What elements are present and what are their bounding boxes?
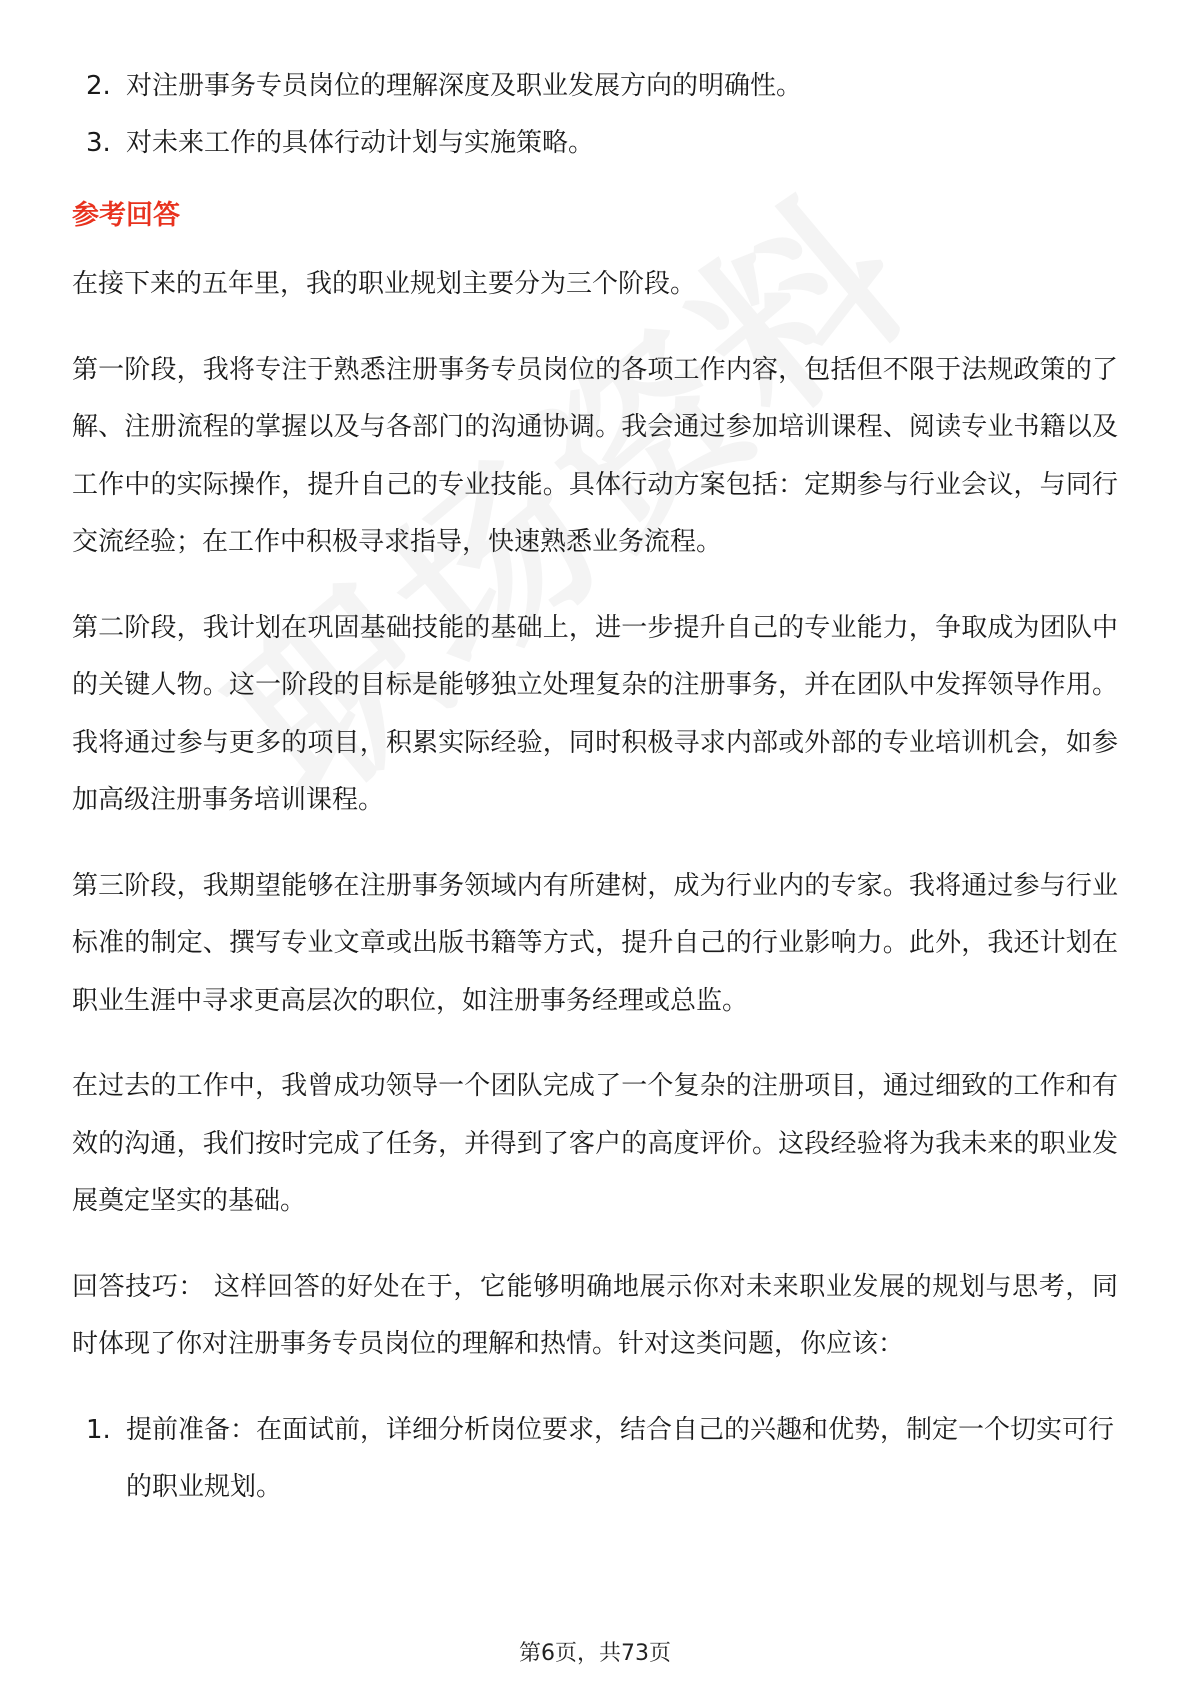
list-item bbox=[72, 58, 1118, 115]
page-content bbox=[72, 58, 1118, 1516]
page-footer: 第6页，共73页 bbox=[519, 1641, 671, 1666]
list-item-text: 对未来工作的具体行动计划与实施策略。 bbox=[126, 128, 595, 158]
paragraph: 第二阶段，我计划在巩固基础技能的基础上，进一步提升自己的专业能力，争取成为团队中的关键人物。这一阶段的目标是能够独立处理复杂的注册事务，并在团队中发挥领导作用。我将通过参与更多的项目，积累实际经验，同时积极寻求内部或外部的专业培训机会，如参加高级注册事务培训课程。 bbox=[72, 612, 1118, 815]
list-number: 1. bbox=[86, 1414, 111, 1445]
list-item bbox=[72, 115, 1118, 172]
answer-heading: 参考回答 bbox=[72, 200, 180, 231]
paragraph: 在接下来的五年里，我的职业规划主要分为三个阶段。 bbox=[72, 269, 697, 299]
criteria-list bbox=[72, 58, 1118, 172]
list-item-text: 对注册事务专员岗位的理解深度及职业发展方向的明确性。 bbox=[126, 71, 803, 101]
paragraph: 第三阶段，我期望能够在注册事务领域内有所建树，成为行业内的专家。我将通过参与行业标准的制定、撰写专业文章或出版书籍等方式，提升自己的行业影响力。此外，我还计划在职业生涯中寻求更高层次的职位，如注册事务经理或总监。 bbox=[72, 870, 1118, 1016]
list-item bbox=[72, 1402, 1118, 1516]
list-item-text: 提前准备：在面试前，详细分析岗位要求，结合自己的兴趣和优势，制定一个切实可行的职业规划。 bbox=[126, 1414, 1115, 1502]
paragraph: 在过去的工作中，我曾成功领导一个团队完成了一个复杂的注册项目，通过细致的工作和有效的沟通，我们按时完成了任务，并得到了客户的高度评价。这段经验将为我未来的职业发展奠定坚实的基础。 bbox=[72, 1071, 1118, 1216]
list-number: 2. bbox=[86, 71, 111, 101]
tips-list bbox=[72, 1402, 1118, 1516]
paragraph: 第一阶段，我将专注于熟悉注册事务专员岗位的各项工作内容，包括但不限于法规政策的了解、注册流程的掌握以及与各部门的沟通协调。我会通过参加培训课程、阅读专业书籍以及工作中的实际操作，提升自己的专业技能。具体行动方案包括：定期参与行业会议，与同行交流经验；在工作中积极寻求指导，快速熟悉业务流程。 bbox=[72, 354, 1118, 557]
paragraph: 回答技巧： 这样回答的好处在于，它能够明确地展示你对未来职业发展的规划与思考，同时体现了你对注册事务专员岗位的理解和热情。针对这类问题，你应该： bbox=[72, 1271, 1118, 1359]
list-number: 3. bbox=[86, 128, 111, 158]
